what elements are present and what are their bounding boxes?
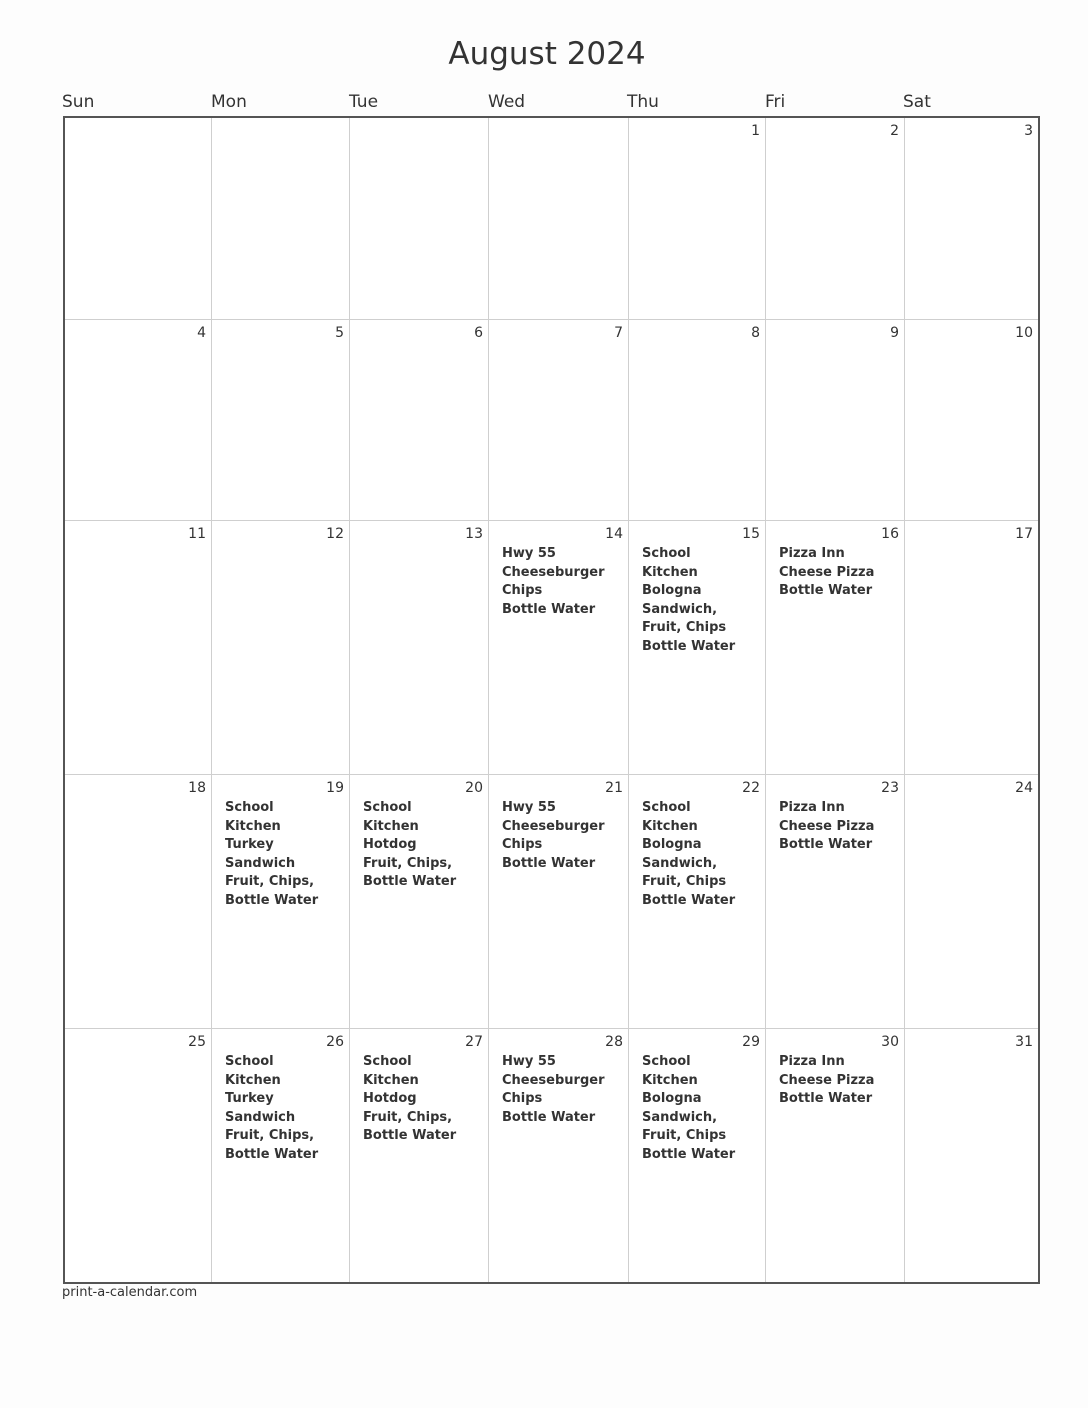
menu-line: Sandwich, (642, 855, 718, 871)
menu-line: School (642, 1054, 691, 1069)
day-number: 3 (1024, 123, 1033, 139)
day-cell (905, 521, 1038, 775)
menu-line: Bottle Water (502, 1109, 596, 1125)
menu-line: Kitchen (225, 1072, 281, 1088)
menu-line: School (642, 546, 691, 561)
menu-line: Bologna (642, 583, 702, 599)
day-cell (766, 521, 905, 775)
day-cell (350, 521, 489, 775)
menu-line: Turkey (225, 837, 274, 853)
menu-line: Hwy 55 (502, 546, 556, 561)
day-cell (905, 320, 1038, 521)
lunch-menu (363, 1053, 456, 1146)
day-cell (905, 118, 1038, 320)
menu-line: School (642, 800, 691, 815)
day-number: 14 (605, 526, 623, 542)
menu-line: Kitchen (363, 818, 419, 834)
day-number: 29 (742, 1034, 760, 1050)
day-number: 4 (197, 325, 206, 341)
day-number: 9 (890, 325, 899, 341)
lunch-menu (642, 1053, 735, 1165)
menu-line: Pizza Inn (779, 800, 845, 815)
day-number: 10 (1015, 325, 1033, 341)
lunch-menu (779, 1053, 874, 1109)
menu-line: Cheeseburger (502, 1072, 605, 1088)
day-number: 7 (614, 325, 623, 341)
weekday-wed: Wed (488, 92, 526, 112)
day-cell (65, 320, 212, 521)
day-cell (489, 320, 629, 521)
day-number: 30 (881, 1034, 899, 1050)
menu-line: Bottle Water (642, 892, 736, 908)
day-cell (489, 521, 629, 775)
day-cell (350, 320, 489, 521)
day-cell (65, 118, 212, 320)
menu-line: Kitchen (363, 1072, 419, 1088)
day-number: 24 (1015, 780, 1033, 796)
menu-line: Hwy 55 (502, 1054, 556, 1069)
day-cell (212, 521, 350, 775)
menu-line: Fruit, Chips, (225, 1128, 315, 1144)
day-cell (350, 118, 489, 320)
day-cell (350, 1029, 489, 1282)
menu-line: Kitchen (642, 564, 698, 580)
lunch-menu (502, 1053, 605, 1127)
menu-line: Pizza Inn (779, 1054, 845, 1069)
menu-line: Cheese Pizza (779, 818, 875, 834)
day-number: 23 (881, 780, 899, 796)
day-cell (629, 1029, 766, 1282)
day-cell (629, 320, 766, 521)
menu-line: Sandwich, (642, 601, 718, 617)
day-number: 11 (188, 526, 206, 542)
day-cell (629, 521, 766, 775)
menu-line: Bottle Water (502, 855, 596, 871)
day-cell (489, 775, 629, 1029)
menu-line: Fruit, Chips, (363, 1109, 453, 1125)
menu-line: Bottle Water (363, 874, 457, 890)
menu-line: Fruit, Chips (642, 874, 727, 890)
day-number: 17 (1015, 526, 1033, 542)
weekday-thu: Thu (627, 92, 659, 112)
day-number: 1 (751, 123, 760, 139)
day-number: 5 (335, 325, 344, 341)
day-cell (65, 775, 212, 1029)
menu-line: Bottle Water (225, 1146, 319, 1162)
menu-line: Bottle Water (779, 837, 873, 853)
day-number: 31 (1015, 1034, 1033, 1050)
weekday-fri: Fri (765, 92, 786, 112)
day-cell (766, 1029, 905, 1282)
menu-line: Hotdog (363, 1091, 417, 1107)
menu-line: Sandwich, (642, 1109, 718, 1125)
menu-line: Kitchen (225, 818, 281, 834)
menu-line: Kitchen (642, 818, 698, 834)
menu-line: School (225, 1054, 274, 1069)
menu-line: Sandwich (225, 855, 296, 871)
day-number: 13 (465, 526, 483, 542)
menu-line: Cheeseburger (502, 818, 605, 834)
day-number: 22 (742, 780, 760, 796)
day-cell (212, 775, 350, 1029)
day-number: 20 (465, 780, 483, 796)
day-cell (212, 320, 350, 521)
day-cell (905, 775, 1038, 1029)
menu-line: Bottle Water (642, 1146, 736, 1162)
lunch-menu (779, 545, 874, 601)
menu-line: Bottle Water (363, 1128, 457, 1144)
day-cell (629, 118, 766, 320)
day-cell (350, 775, 489, 1029)
menu-line: Chips (502, 837, 543, 853)
day-number: 28 (605, 1034, 623, 1050)
day-cell (905, 1029, 1038, 1282)
lunch-menu (363, 799, 456, 892)
day-cell (212, 118, 350, 320)
day-number: 18 (188, 780, 206, 796)
day-number: 27 (465, 1034, 483, 1050)
menu-line: Fruit, Chips, (363, 855, 453, 871)
calendar-title: August 2024 (448, 36, 646, 72)
lunch-menu (642, 545, 735, 657)
day-cell (65, 521, 212, 775)
day-number: 25 (188, 1034, 206, 1050)
lunch-menu (779, 799, 874, 855)
day-number: 26 (326, 1034, 344, 1050)
day-number: 8 (751, 325, 760, 341)
menu-line: Bottle Water (779, 583, 873, 599)
menu-line: Bottle Water (642, 638, 736, 654)
menu-line: Bottle Water (225, 892, 319, 908)
lunch-menu (502, 799, 605, 873)
menu-line: Hwy 55 (502, 800, 556, 815)
menu-line: Turkey (225, 1091, 274, 1107)
menu-line: Bottle Water (779, 1091, 873, 1107)
footer-source: print-a-calendar.com (62, 1285, 198, 1300)
calendar-grid (63, 116, 1040, 1284)
menu-line: Fruit, Chips (642, 620, 727, 636)
day-cell (489, 1029, 629, 1282)
menu-line: Hotdog (363, 837, 417, 853)
day-number: 12 (326, 526, 344, 542)
menu-line: Fruit, Chips, (225, 874, 315, 890)
day-cell (766, 320, 905, 521)
day-number: 21 (605, 780, 623, 796)
day-cell (489, 118, 629, 320)
lunch-menu (642, 799, 735, 911)
menu-line: School (363, 1054, 412, 1069)
weekday-tue: Tue (349, 92, 379, 112)
day-cell (766, 118, 905, 320)
weekday-sat: Sat (903, 92, 931, 112)
menu-line: Kitchen (642, 1072, 698, 1088)
day-number: 2 (890, 123, 899, 139)
day-cell (629, 775, 766, 1029)
day-number: 15 (742, 526, 760, 542)
menu-line: Cheese Pizza (779, 1072, 875, 1088)
weekday-mon: Mon (211, 92, 247, 112)
day-number: 19 (326, 780, 344, 796)
day-cell (766, 775, 905, 1029)
menu-line: Pizza Inn (779, 546, 845, 561)
day-number: 6 (474, 325, 483, 341)
menu-line: Chips (502, 1091, 543, 1107)
day-cell (212, 1029, 350, 1282)
day-cell (65, 1029, 212, 1282)
menu-line: Bologna (642, 1091, 702, 1107)
menu-line: Bottle Water (502, 601, 596, 617)
menu-line: Chips (502, 583, 543, 599)
menu-line: School (225, 800, 274, 815)
menu-line: Cheeseburger (502, 564, 605, 580)
lunch-menu (225, 1053, 318, 1165)
weekday-sun: Sun (62, 92, 95, 112)
menu-line: School (363, 800, 412, 815)
menu-line: Cheese Pizza (779, 564, 875, 580)
menu-line: Sandwich (225, 1109, 296, 1125)
day-number: 16 (881, 526, 899, 542)
lunch-menu (502, 545, 605, 619)
menu-line: Fruit, Chips (642, 1128, 727, 1144)
lunch-menu (225, 799, 318, 911)
menu-line: Bologna (642, 837, 702, 853)
